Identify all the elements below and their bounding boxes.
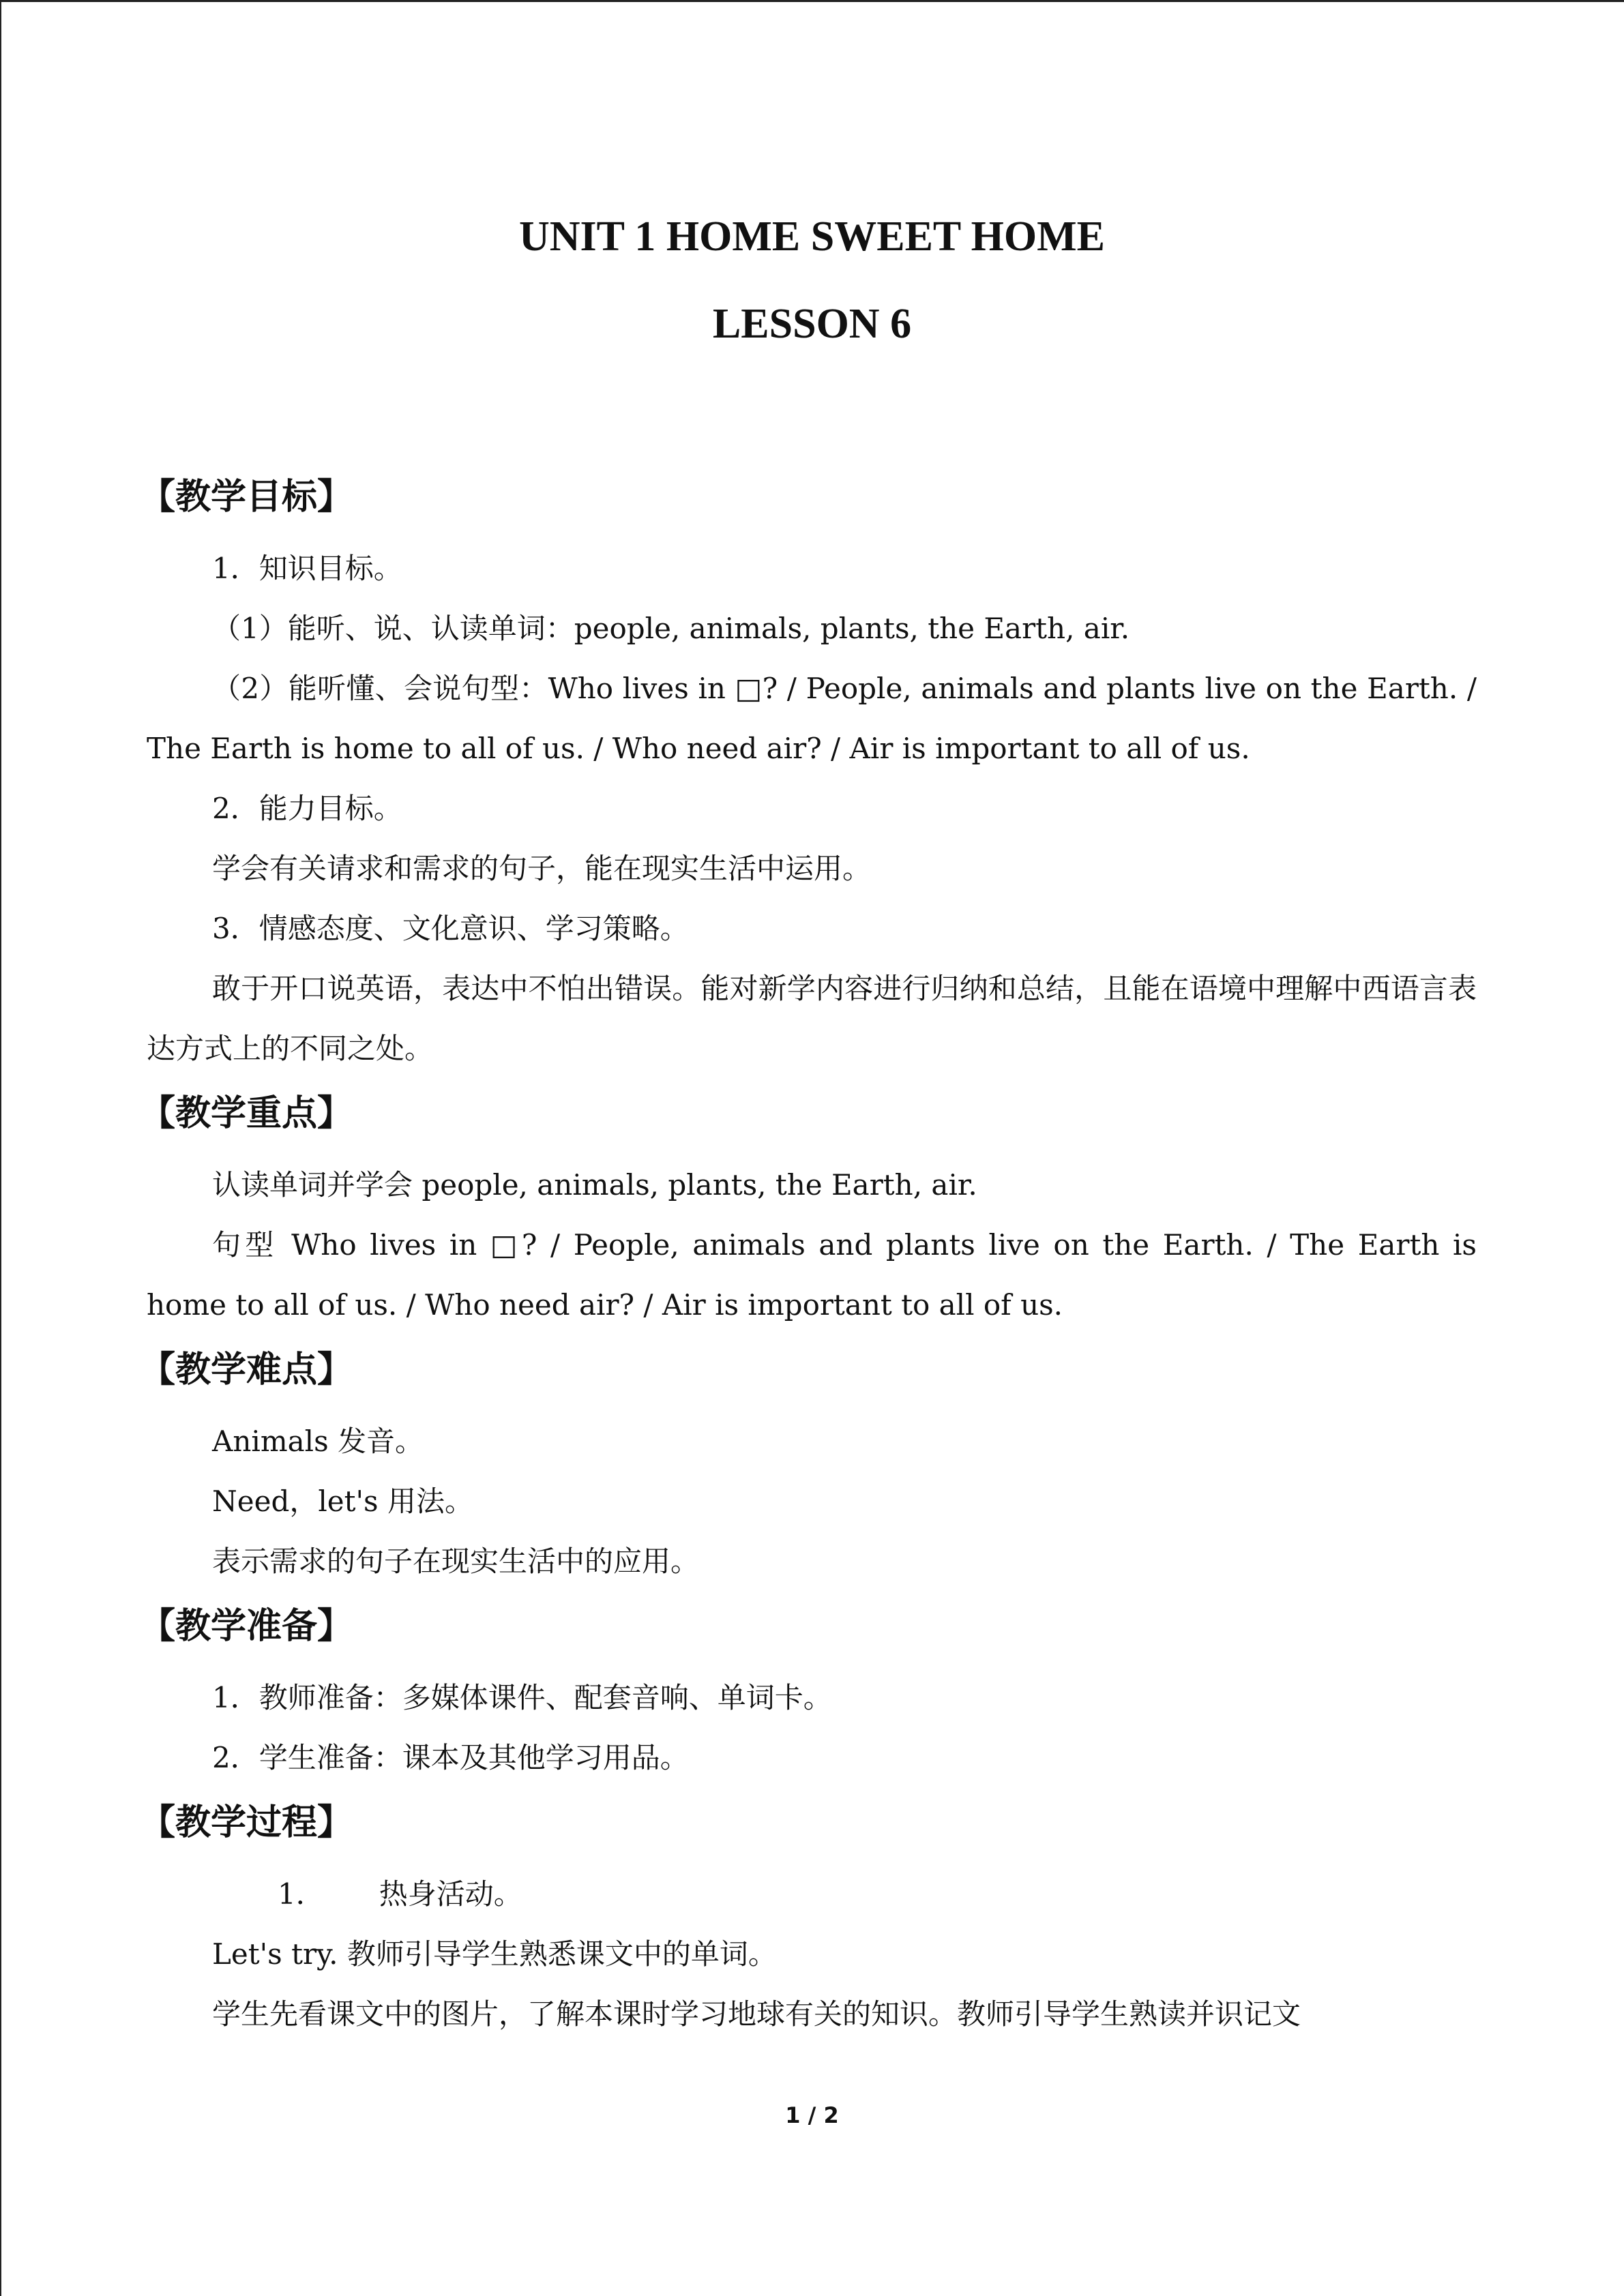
section-heading-goals: 【教学目标】 <box>140 477 353 518</box>
document-body <box>140 471 1477 2044</box>
goal-knowledge-2: （2）能听懂、会说句型：Who lives in □? / People, animals and plants live on the Earth. / The Earth is home to all of us. / Who need air? / Air is important to all of us. <box>147 672 1477 765</box>
section-heading-difficulties: 【教学难点】 <box>140 1350 353 1390</box>
section-heading-preparation: 【教学准备】 <box>140 1606 353 1647</box>
goal-ability-1: 学会有关请求和需求的句子，能在现实生活中运用。 <box>212 852 872 885</box>
goal-emotion-title: 3．情感态度、文化意识、学习策略。 <box>212 912 689 945</box>
process-paragraph-2: 学生先看课文中的图片，了解本课时学习地球有关的知识。教师引导学生熟读并识记文 <box>212 1997 1301 2031</box>
process-step-1-text: 热身活动。 <box>379 1877 522 1911</box>
goal-knowledge-title: 1．知识目标。 <box>212 552 402 585</box>
goal-knowledge-1: （1）能听、说、认读单词：people, animals, plants, the Earth, air. <box>212 612 1130 645</box>
lesson-title: LESSON 6 <box>712 301 912 347</box>
key-point-1: 认读单词并学会 people, animals, plants, the Earth, air. <box>212 1168 977 1202</box>
page-number: 1 / 2 <box>785 2102 839 2128</box>
preparation-1: 1．教师准备：多媒体课件、配套音响、单词卡。 <box>212 1681 832 1714</box>
preparation-2: 2．学生准备：课本及其他学习用品。 <box>212 1741 689 1774</box>
difficulty-3: 表示需求的句子在现实生活中的应用。 <box>212 1545 700 1578</box>
process-step-1-number: 1． <box>278 1877 325 1911</box>
key-point-2: 句型 Who lives in □? / People, animals and plants live on the Earth. / The Earth is home to all of us. / Who need air? / Air is important to all of us. <box>147 1228 1477 1322</box>
process-paragraph-1: Let's try. 教师引导学生熟悉课文中的单词。 <box>212 1937 777 1971</box>
difficulty-2: Need，let's 用法。 <box>212 1485 473 1518</box>
document-title: UNIT 1 HOME SWEET HOME <box>519 213 1105 260</box>
difficulty-1: Animals 发音。 <box>212 1425 424 1458</box>
section-heading-key-points: 【教学重点】 <box>140 1093 353 1134</box>
process-step-1 <box>147 1864 1477 1924</box>
goal-ability-title: 2．能力目标。 <box>212 792 402 825</box>
goal-emotion-1: 敢于开口说英语，表达中不怕出错误。能对新学内容进行归纳和总结，且能在语境中理解中西语言表达方式上的不同之处。 <box>147 972 1477 1065</box>
section-heading-process: 【教学过程】 <box>140 1802 353 1843</box>
